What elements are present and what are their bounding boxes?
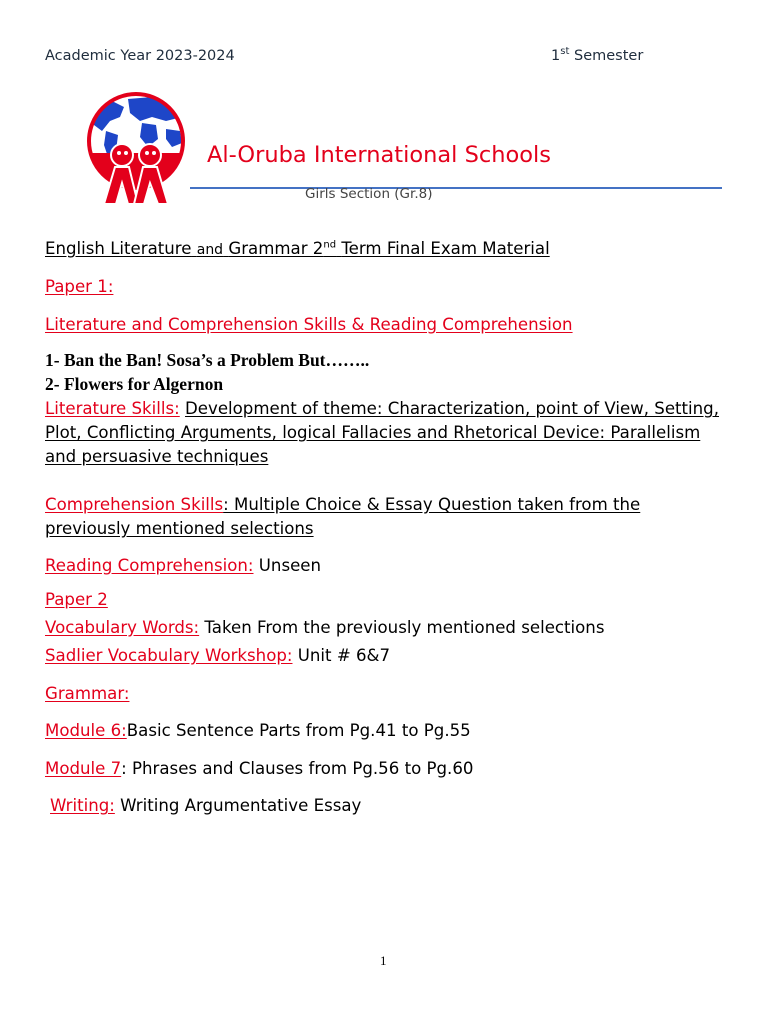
sadlier-text: Unit # 6&7 (297, 646, 391, 665)
semester-superscript: st (560, 46, 570, 58)
comprehension-label: Comprehension Skills (45, 495, 224, 514)
module6-label: Module 6: (45, 721, 127, 740)
module-7 (45, 759, 473, 778)
literature-skills-label: Literature Skills: (45, 399, 180, 418)
paper2-label: Paper 2 (45, 590, 108, 609)
semester-label: Semester (573, 48, 644, 64)
selection-1: 1- Ban the Ban! Sosa’s a Problem But…….. (45, 350, 370, 370)
school-name: Al-Oruba International Schools (207, 142, 552, 168)
module-6 (45, 721, 471, 740)
paper1-label: Paper 1: (45, 277, 114, 296)
header-rule (190, 187, 722, 189)
literature-skills-text: Development of theme: Characterization, point of View, Setting, Plot, Conflicting Arguments, logical Fallacies and Rhetorical Device: Parallelism and persuasive techniques (45, 399, 719, 466)
semester (551, 48, 643, 64)
academic-year: Academic Year 2023-2024 (45, 48, 235, 64)
paper1-heading: Literature and Comprehension Skills & Reading Comprehension (45, 315, 573, 334)
vocabulary-words (45, 618, 604, 637)
writing (50, 796, 361, 815)
title-part3: Term Final Exam Material (341, 239, 550, 258)
comprehension-skills (45, 493, 725, 541)
module6-text: Basic Sentence Parts from Pg.41 to Pg.55 (126, 721, 471, 740)
reading-text: Unseen (258, 556, 322, 575)
writing-text: Writing Argumentative Essay (120, 796, 362, 815)
exam-title (45, 239, 550, 258)
title-superscript: nd (323, 239, 337, 251)
comprehension-text: : Multiple Choice & Essay Question taken from the previously mentioned selections (45, 495, 641, 538)
title-and: and (196, 242, 224, 258)
sadlier-workshop (45, 646, 390, 665)
title-part2: Grammar 2 (228, 239, 324, 258)
selection-2: 2- Flowers for Algernon (45, 374, 224, 394)
writing-label: Writing: (50, 796, 115, 815)
vocab-label: Vocabulary Words: (45, 618, 200, 637)
sadlier-label: Sadlier Vocabulary Workshop: (45, 646, 293, 665)
module7-text: : Phrases and Clauses from Pg.56 to Pg.60 (121, 759, 474, 778)
reading-comprehension (45, 556, 321, 575)
module7-label: Module 7 (45, 759, 122, 778)
reading-label: Reading Comprehension: (45, 556, 254, 575)
title-part1: English Literature (45, 239, 192, 258)
vocab-text: Taken From the previously mentioned selections (204, 618, 605, 637)
page-number: 1 (380, 953, 387, 968)
semester-number: 1 (551, 48, 561, 64)
school-section: Girls Section (Gr.8) (305, 186, 433, 202)
grammar-label: Grammar: (45, 684, 130, 703)
school-logo-icon (82, 91, 190, 206)
literature-skills (45, 397, 725, 469)
